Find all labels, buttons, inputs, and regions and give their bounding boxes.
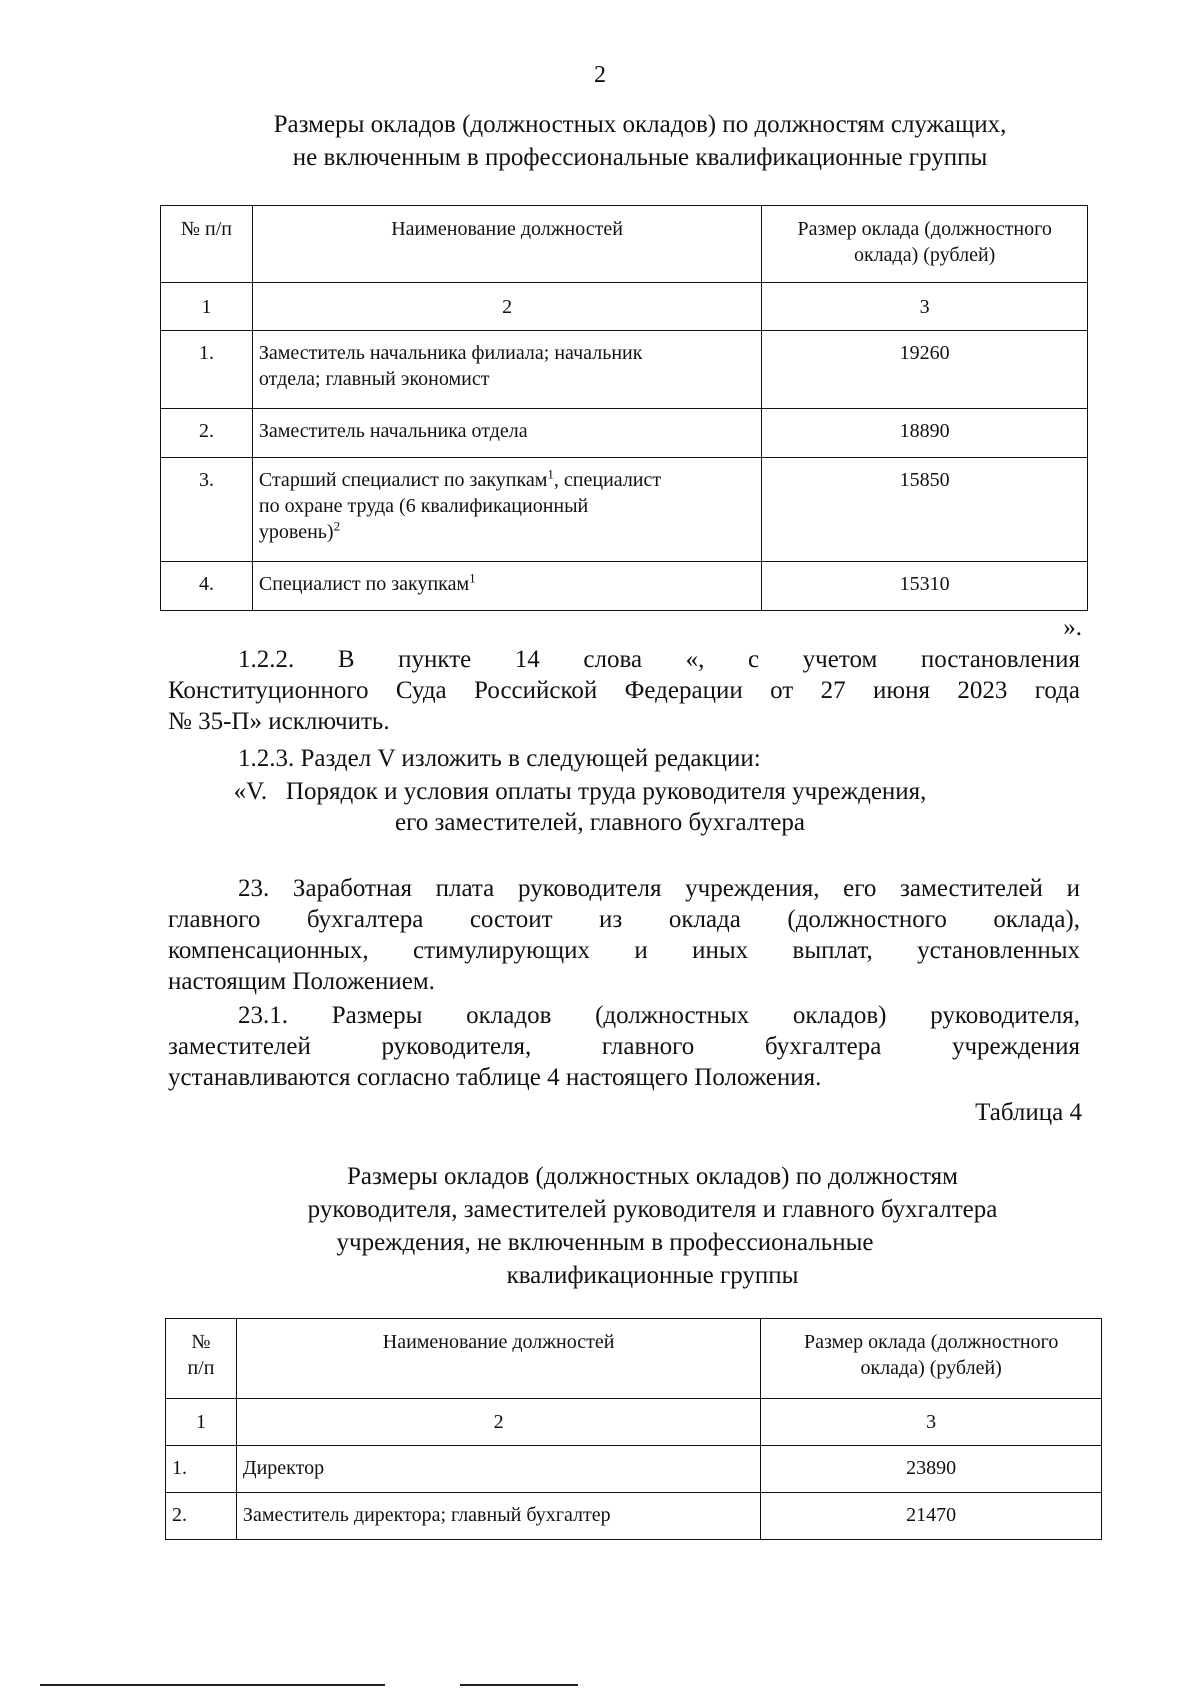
row-num: 2.: [161, 409, 253, 458]
header-salary: [761, 1319, 1102, 1399]
section-title-line: «V. Порядок и условия оплаты труда руководителя учреждения,: [233, 778, 927, 805]
paragraph-line: заместителей руководителя, главного бухгалтера учреждения: [168, 1033, 1080, 1060]
page-number: 2: [594, 62, 606, 88]
table2-title-line: учреждения, не включенным в профессиональные: [336, 1229, 874, 1256]
paragraph-line: устанавливаются согласно таблице 4 настоящего Положения.: [168, 1064, 822, 1091]
paragraph-23: [168, 873, 1080, 997]
header-salary: [762, 206, 1088, 283]
header-salary-line: Размер оклада (должностного: [797, 218, 1052, 240]
row-num: 1.: [161, 331, 253, 409]
col-number: 1: [161, 283, 253, 331]
footer-rule: [40, 1684, 385, 1686]
table2-title: [0, 1160, 1200, 1292]
table1-title: [150, 108, 1130, 174]
section-title: [0, 776, 1200, 838]
paragraph-line: Конституционного Суда Российской Федерации от 27 июня 2023 года: [168, 677, 1080, 704]
row-name-line: Заместитель начальника филиала; начальник: [258, 342, 643, 364]
row-name-line: [259, 467, 755, 493]
row-name-text: уровень): [258, 521, 334, 543]
header-salary-line: оклада) (рублей): [853, 244, 996, 266]
table1-title-line: Размеры окладов (должностных окладов) по должностям служащих,: [273, 111, 1007, 138]
row-num: 1.: [166, 1446, 237, 1493]
paragraph-line: 1.2.3. Раздел V изложить в следующей редакции:: [238, 745, 761, 772]
row-name: Директор: [236, 1446, 760, 1493]
row-salary: 21470: [761, 1493, 1102, 1540]
table-header-row: [161, 206, 1088, 283]
col-number: 2: [252, 283, 761, 331]
paragraph-line: 23.1. Размеры окладов (должностных окладов) руководителя,: [238, 1002, 1080, 1029]
header-num: [166, 1319, 237, 1399]
row-name: [252, 562, 761, 611]
row-salary: 23890: [761, 1446, 1102, 1493]
footnote-mark: 1: [469, 570, 476, 586]
salary-table-1: [160, 205, 1088, 611]
section-title-line: его заместителей, главного бухгалтера: [395, 809, 805, 836]
header-name: Наименование должностей: [252, 206, 761, 283]
col-number: 2: [236, 1399, 760, 1446]
table-label: Таблица 4: [975, 1099, 1082, 1126]
table1-title-line: не включенным в профессиональные квалификационные группы: [292, 144, 988, 171]
row-name: Заместитель начальника отдела: [252, 409, 761, 458]
paragraph-23-1: [168, 1000, 1080, 1093]
table-row: [161, 331, 1088, 409]
footnote-mark: 1: [547, 466, 554, 482]
table-row: [166, 1446, 1102, 1493]
closing-quote: ».: [1063, 614, 1082, 641]
row-salary: 15850: [762, 458, 1088, 562]
column-number-row: [166, 1399, 1102, 1446]
table-row: [161, 409, 1088, 458]
header-num-line: №: [191, 1331, 211, 1353]
row-name-text: , специалист: [553, 469, 662, 491]
footnote-mark: 2: [333, 518, 341, 534]
header-name: Наименование должностей: [236, 1319, 760, 1399]
table-row: [161, 458, 1088, 562]
paragraph-line: № 35-П» исключить.: [168, 708, 390, 735]
paragraph-line: 23. Заработная плата руководителя учреждения, его заместителей и: [238, 875, 1080, 902]
row-salary: 15310: [762, 562, 1088, 611]
salary-table-2: [165, 1318, 1102, 1540]
table-header-row: [166, 1319, 1102, 1399]
row-salary: 18890: [762, 409, 1088, 458]
col-number: 1: [166, 1399, 237, 1446]
row-name-text: Специалист по закупкам: [258, 573, 470, 595]
paragraph-line: компенсационных, стимулирующих и иных выплат, установленных: [168, 937, 1080, 964]
table2-title-line: квалификационные группы: [506, 1262, 799, 1289]
row-salary: 19260: [762, 331, 1088, 409]
row-num: 2.: [166, 1493, 237, 1540]
table-row: [166, 1493, 1102, 1540]
row-name-line: по охране труда (6 квалификационный: [258, 495, 589, 517]
column-number-row: [161, 283, 1088, 331]
paragraph-line: 1.2.2. В пункте 14 слова «, с учетом постановления: [238, 646, 1080, 673]
header-num-line: п/п: [187, 1357, 215, 1379]
paragraph-line: настоящим Положением.: [168, 968, 435, 995]
row-name: [252, 458, 761, 562]
row-name: [252, 331, 761, 409]
header-salary-line: оклада) (рублей): [860, 1357, 1002, 1379]
table2-title-line: руководителя, заместителей руководителя и главного бухгалтера: [307, 1196, 998, 1223]
table-row: [161, 562, 1088, 611]
footer-rule: [460, 1684, 578, 1686]
row-num: 3.: [161, 458, 253, 562]
paragraph-line: главного бухгалтера состоит из оклада (должностного оклада),: [168, 906, 1080, 933]
paragraph-1-2-3: [168, 743, 1080, 774]
row-name-line: отдела; главный экономист: [258, 368, 490, 390]
header-salary-line: Размер оклада (должностного: [803, 1331, 1059, 1353]
col-number: 3: [762, 283, 1088, 331]
row-name-line: [259, 519, 755, 545]
table2-title-line: Размеры окладов (должностных окладов) по должностям: [347, 1163, 958, 1190]
paragraph-1-2-2: [168, 644, 1080, 737]
row-num: 4.: [161, 562, 253, 611]
col-number: 3: [761, 1399, 1102, 1446]
row-name: Заместитель директора; главный бухгалтер: [236, 1493, 760, 1540]
row-name-text: Старший специалист по закупкам: [258, 469, 548, 491]
header-num: № п/п: [161, 206, 253, 283]
